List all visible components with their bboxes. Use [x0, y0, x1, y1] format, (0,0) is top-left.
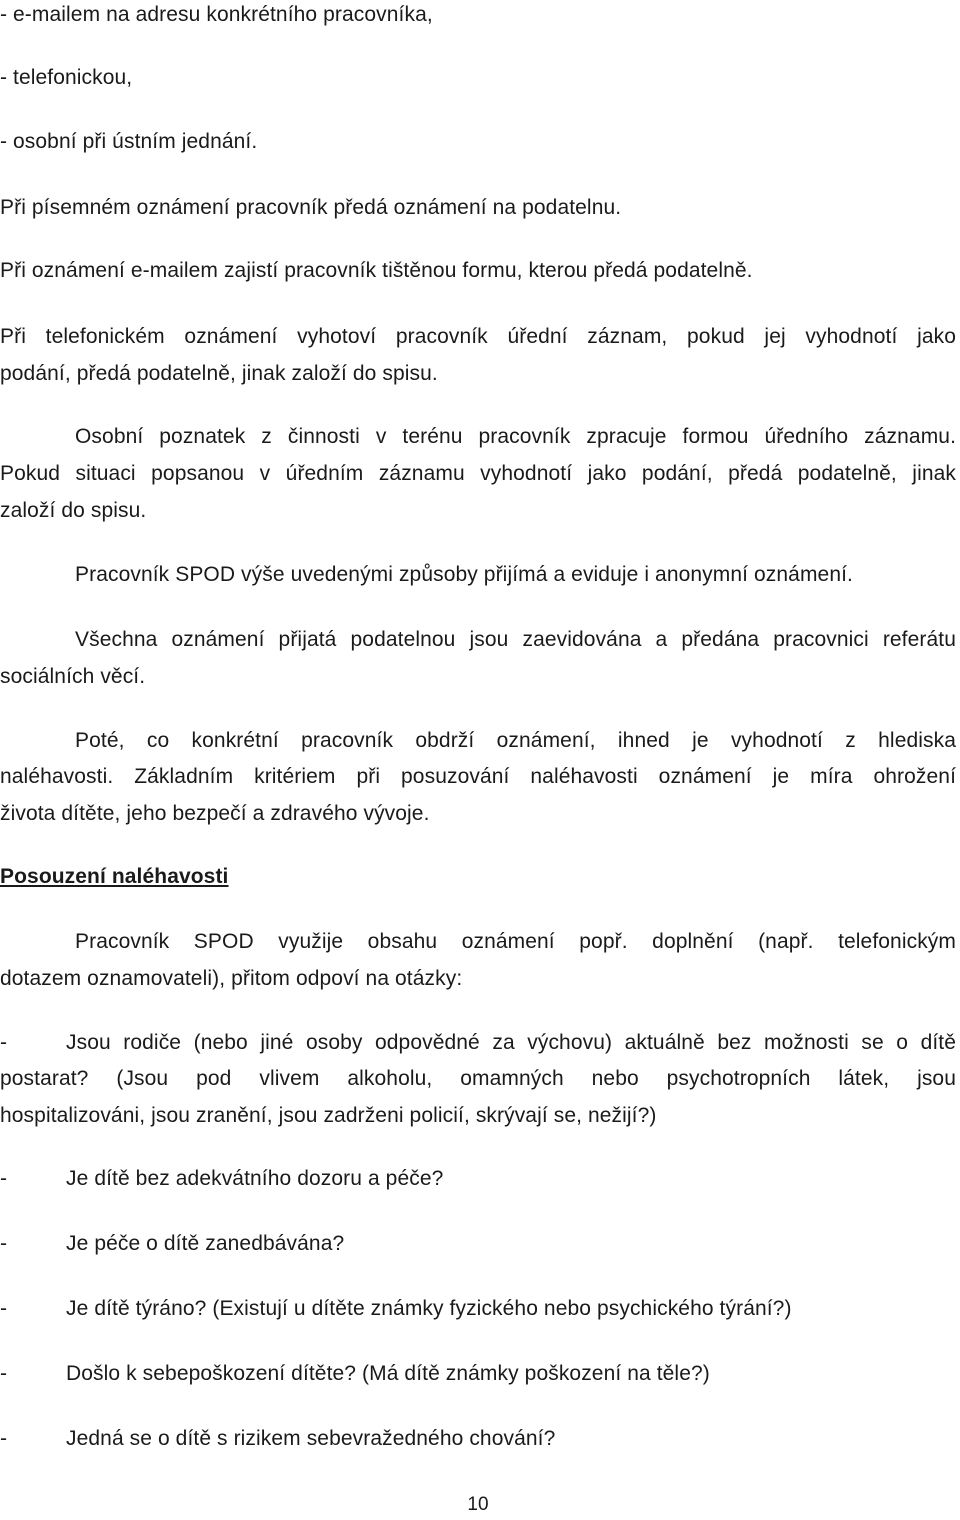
- contact-method-email: - e-mailem na adresu konkrétního pracovníka,: [0, 3, 433, 26]
- section-heading: Posouzení naléhavosti: [0, 865, 229, 888]
- list-bullet-dash: -: [0, 1427, 8, 1450]
- paragraph-phone-notice-line1: Při telefonickém oznámení vyhotoví pracovník úřední záznam, pokud jej vyhodnotí jako: [0, 325, 956, 348]
- paragraph-phone-notice-line2: podání, předá podatelně, jinak založí do spisu.: [0, 362, 438, 385]
- paragraph-urgency-line2: naléhavosti. Základním kritériem při posuzování naléhavosti oznámení je míra ohrožení: [0, 765, 956, 788]
- paragraph-assessment-line1: Pracovník SPOD využije obsahu oznámení popř. doplnění (např. telefonickým: [75, 930, 956, 953]
- list-bullet-dash: -: [0, 1362, 8, 1385]
- page-number: 10: [467, 1494, 489, 1515]
- paragraph-written-notice: Při písemném oznámení pracovník předá oznámení na podatelnu.: [0, 196, 622, 219]
- question-6: Jedná se o dítě s rizikem sebevražedného chování?: [66, 1427, 556, 1450]
- question-4: Je dítě týráno? (Existují u dítěte známky fyzického nebo psychického týrání?): [66, 1297, 792, 1320]
- list-bullet-dash: -: [0, 1031, 8, 1054]
- paragraph-field-finding-line3: založí do spisu.: [0, 499, 147, 522]
- list-bullet-dash: -: [0, 1297, 8, 1320]
- paragraph-urgency-line1: Poté, co konkrétní pracovník obdrží oznámení, ihned je vyhodnotí z hlediska: [75, 729, 956, 752]
- question-1-line2: postarat? (Jsou pod vlivem alkoholu, omamných nebo psychotropních látek, jsou: [0, 1067, 956, 1090]
- question-1-line3: hospitalizováni, jsou zranění, jsou zadrženi policií, skrývají se, nežijí?): [0, 1104, 657, 1127]
- paragraph-registry-line1: Všechna oznámení přijatá podatelnou jsou zaevidována a předána pracovnici referátu: [75, 628, 956, 651]
- paragraph-anonymous-notice: Pracovník SPOD výše uvedenými způsoby přijímá a eviduje i anonymní oznámení.: [75, 563, 853, 586]
- contact-method-phone: - telefonickou,: [0, 66, 133, 89]
- question-1-line1: Jsou rodiče (nebo jiné osoby odpovědné za výchovu) aktuálně bez možnosti se o dítě: [66, 1031, 956, 1054]
- question-3: Je péče o dítě zanedbávána?: [66, 1232, 345, 1255]
- paragraph-email-notice: Při oznámení e-mailem zajistí pracovník tištěnou formu, kterou předá podatelně.: [0, 259, 753, 282]
- question-2: Je dítě bez adekvátního dozoru a péče?: [66, 1167, 444, 1190]
- paragraph-urgency-line3: života dítěte, jeho bezpečí a zdravého vývoje.: [0, 802, 430, 825]
- list-bullet-dash: -: [0, 1167, 8, 1190]
- list-bullet-dash: -: [0, 1232, 8, 1255]
- paragraph-field-finding-line2: Pokud situaci popsanou v úředním záznamu vyhodnotí jako podání, předá podatelně, jinak: [0, 462, 956, 485]
- paragraph-assessment-line2: dotazem oznamovateli), přitom odpoví na otázky:: [0, 967, 463, 990]
- paragraph-registry-line2: sociálních věcí.: [0, 665, 146, 688]
- paragraph-field-finding-line1: Osobní poznatek z činnosti v terénu pracovník zpracuje formou úředního záznamu.: [75, 425, 956, 448]
- question-5: Došlo k sebepoškození dítěte? (Má dítě známky poškození na těle?): [66, 1362, 710, 1385]
- contact-method-personal: - osobní při ústním jednání.: [0, 130, 258, 153]
